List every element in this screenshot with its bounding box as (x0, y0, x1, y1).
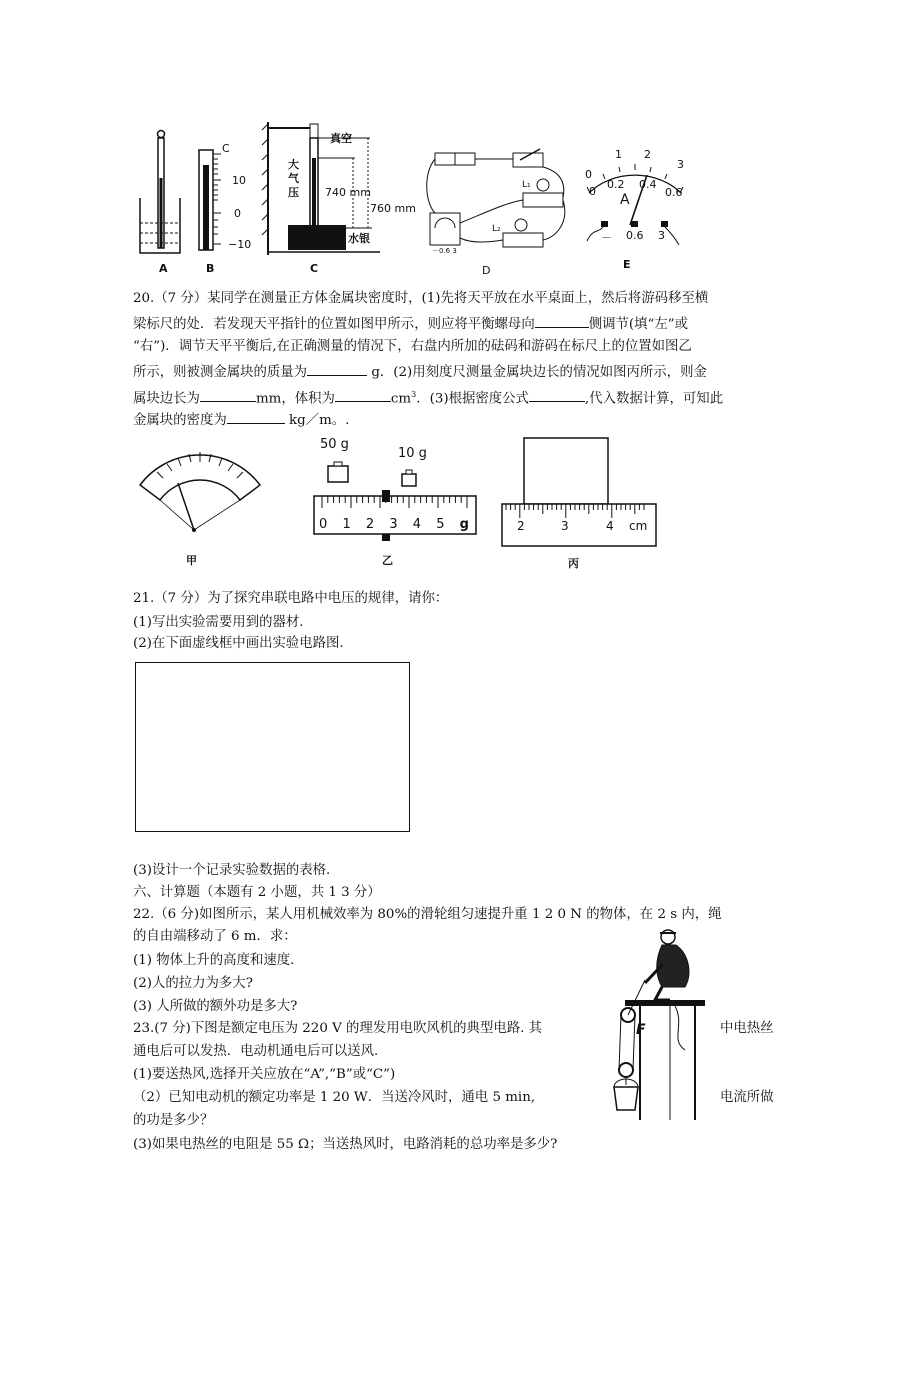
answer-blank-length[interactable] (200, 388, 256, 402)
weight-50g-label: 50 g (320, 437, 349, 452)
answer-blank-formula[interactable] (529, 388, 585, 402)
q20-text-5d: ．(3)根据密度公式 (416, 391, 529, 407)
beam-tick-3: 3 (389, 517, 398, 532)
q21-line-4: (3)设计一个记录实验数据的表格. (133, 863, 331, 878)
beam-unit-g: g (459, 517, 469, 532)
q20-text-2b: 侧调节(填“左”或 (588, 317, 688, 332)
thermometer-in-beaker-figure (135, 128, 183, 258)
ammeter-top-tick-3: 3 (677, 158, 684, 171)
meter-scale-label: －0.6 3 (432, 247, 457, 255)
ammeter-bottom-tick-02: 0.2 (607, 178, 625, 191)
section-6-heading: 六、计算题（本题有 2 小题，共 1 3 分） (133, 885, 381, 900)
q23-line-3: (1)要送热风,选择开关应放在“A”,“B”或“C”) (133, 1067, 396, 1082)
q21-line-1: 21.（7 分）为了探究串联电路中电压的规律，请你： (133, 591, 449, 606)
q23-line-4a: （2）已知电动机的额定功率是 1 20 W．当送冷风时，通电 5 min, (133, 1090, 536, 1105)
q22-line-3: (1) 物体上升的高度和速度. (133, 953, 295, 968)
height-740-label: 740 mm (325, 186, 371, 199)
figure-label-jia: 甲 (186, 554, 197, 567)
q23-line-5: 的功是多少？ (133, 1113, 214, 1128)
ammeter-top-tick-1: 1 (615, 148, 622, 161)
q22-line-4: (2)人的拉力为多大? (133, 976, 253, 991)
q20-line-1: 20.（7 分）某同学在测量正方体金属块密度时，(1)先将天平放在水平桌面上，然后将游码移至横 (133, 291, 709, 306)
ruler-tick-2: 2 (517, 519, 525, 533)
figure-label-bing: 丙 (568, 557, 579, 570)
figure-label-C: C (310, 262, 319, 275)
ammeter-bottom-tick-0: 0 (589, 185, 596, 198)
beam-tick-1: 1 (342, 517, 351, 532)
thermo-tick-minus10: −10 (228, 238, 252, 251)
weight-10g-label: 10 g (398, 446, 427, 461)
q22-line-2: 的自由端移动了 6 m．求： (133, 929, 297, 944)
ammeter-top-tick-2: 2 (644, 148, 651, 161)
ammeter-bottom-tick-04: 0.4 (639, 178, 657, 191)
answer-blank-direction[interactable] (535, 314, 589, 328)
ruler-numbers (517, 519, 657, 537)
q20-text-5e: ,代入数据计算，可知此 (584, 391, 724, 407)
mercury-label: 水银 (348, 232, 370, 245)
force-F-label: F (636, 1022, 646, 1038)
vacuum-label: 真空 (330, 132, 352, 145)
beam-tick-4: 4 (412, 517, 422, 532)
q23-line-4b: 电流所做 (720, 1090, 774, 1105)
beam-scale-numbers (319, 517, 469, 532)
ammeter-top-tick-0: 0 (585, 168, 592, 181)
figure-label-D: D (482, 264, 491, 277)
q22-line-1: 22.（6 分)如图所示，某人用机械效率为 80%的滑轮组匀速提升重 1 2 0 N 的物体，在 2 s 内，绳 (133, 907, 722, 922)
ruler-unit-cm: cm (629, 519, 648, 533)
beam-tick-5: 5 (436, 517, 445, 532)
ruler-tick-4: 4 (606, 519, 614, 533)
answer-blank-volume[interactable] (335, 388, 391, 402)
circuit-drawing-box[interactable] (135, 662, 410, 832)
q20-text-5a: 属块边长为 (133, 391, 200, 407)
q20-line-6 (133, 410, 349, 430)
figure-label-B: B (206, 262, 215, 275)
height-760-label: 760 mm (370, 202, 416, 215)
q20-line-5 (133, 386, 723, 408)
q22-line-5: (3) 人所做的额外功是多大? (133, 999, 298, 1014)
q20-unit-sup: 3 (411, 390, 417, 399)
ammeter-unit-label: A (620, 192, 630, 208)
q20-text-5b: mm，体积为 (255, 391, 335, 407)
lamp-L1-label: L₁ (522, 180, 531, 190)
q20-text-6b: kg／m。. (284, 413, 350, 428)
q21-line-3: (2)在下面虚线框中画出实验电路图. (133, 636, 344, 651)
weights-scale-figure (310, 454, 480, 549)
ammeter-bottom-tick-06: 0.6 (665, 186, 683, 199)
q20-text-4a: 所示，则被测金属块的质量为 (133, 365, 308, 380)
q23-line-2: 通电后可以发热．电动机通电后可以送风. (133, 1044, 379, 1059)
balance-pointer-figure (135, 440, 265, 535)
thermo-unit-label: C (222, 142, 230, 155)
answer-blank-mass[interactable] (307, 362, 367, 376)
figure-20-row (130, 432, 670, 577)
circuit-figure (425, 143, 570, 261)
figure-19-row (130, 118, 710, 278)
q20-text-6a: 金属块的密度为 (133, 413, 227, 428)
q23-line-6: (3)如果电热丝的电阻是 55 Ω；当送热风时，电路消耗的总功率是多少? (133, 1137, 558, 1152)
ammeter-terminal-3: 3 (658, 229, 665, 242)
figure-label-E: E (623, 258, 631, 271)
lamp-L2-label: L₂ (492, 224, 501, 234)
beam-tick-2: 2 (365, 517, 375, 532)
q23-line-1a: 23.(7 分)下图是额定电压为 220 V 的理发用电吹风机的典型电路. 其 (133, 1021, 543, 1036)
thermo-tick-0: 0 (234, 207, 241, 220)
q20-line-2 (133, 314, 688, 334)
q20-text-2a: 梁标尺的处．若发现天平指针的位置如图甲所示，则应将平衡螺母向 (133, 317, 535, 332)
q20-line-4 (133, 362, 707, 382)
q20-line-3: “右”)．调节天平平衡后,在正确测量的情况下，右盘内所加的砝码和游码在标尺上的位置如图乙 (133, 339, 692, 354)
figure-label-yi: 乙 (382, 554, 393, 567)
figure-label-A: A (159, 262, 168, 275)
answer-blank-density[interactable] (227, 410, 285, 424)
atmosphere-label: 大气压 (288, 158, 299, 199)
q20-text-4b: g．(2)用刻度尺测量金属块边长的情况如图丙所示，则金 (367, 365, 707, 380)
ammeter-terminal-minus: － (601, 231, 612, 244)
pulley-system-figure (600, 925, 710, 1120)
q20-text-5c: cm (390, 391, 412, 407)
q23-line-1b: 中电热丝 (720, 1021, 774, 1036)
ruler-tick-3: 3 (561, 519, 569, 533)
ammeter-terminal-06: 0.6 (626, 229, 644, 242)
beam-tick-0: 0 (319, 517, 328, 532)
thermo-tick-10: 10 (232, 174, 246, 187)
q21-line-2: (1)写出实验需要用到的器材. (133, 615, 304, 630)
